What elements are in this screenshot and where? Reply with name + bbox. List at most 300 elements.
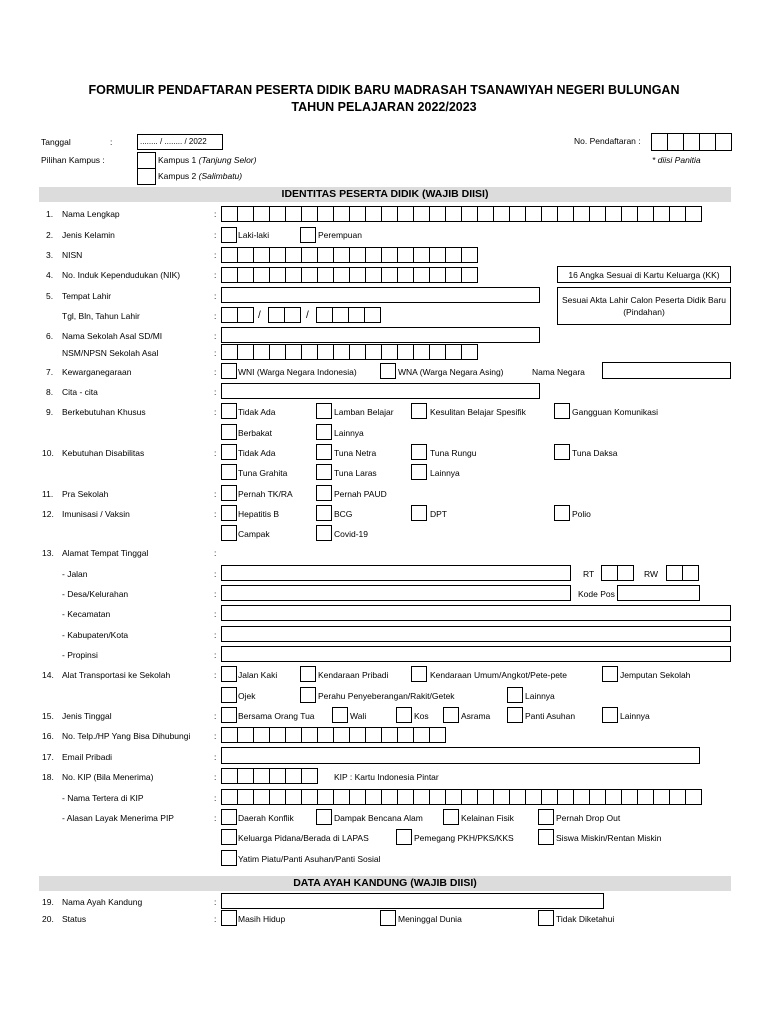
- digit-box[interactable]: [332, 307, 349, 323]
- char-box[interactable]: [333, 344, 350, 360]
- char-box[interactable]: [285, 206, 302, 222]
- nama-tertera-boxes[interactable]: [221, 789, 702, 805]
- digit-box[interactable]: [284, 307, 301, 323]
- digit-box[interactable]: [617, 565, 634, 581]
- laki-laki-checkbox[interactable]: [221, 227, 237, 243]
- char-box[interactable]: [397, 267, 414, 283]
- colon: :: [214, 670, 217, 680]
- option-checkbox[interactable]: [411, 464, 427, 480]
- colon: :: [214, 348, 217, 358]
- char-box[interactable]: [589, 206, 606, 222]
- colon: :: [214, 752, 217, 762]
- field-number: 16.: [42, 731, 54, 741]
- sekolah-asal-field[interactable]: [221, 327, 540, 343]
- field-number: 8.: [46, 387, 54, 397]
- perempuan-label: Perempuan: [318, 230, 362, 240]
- char-box[interactable]: [445, 267, 462, 283]
- kecamatan-field[interactable]: [221, 605, 731, 621]
- char-box[interactable]: [509, 789, 526, 805]
- digit-box[interactable]: [715, 133, 732, 151]
- char-box[interactable]: [509, 206, 526, 222]
- option-label: Kelainan Fisik: [461, 813, 514, 823]
- tanggal-field[interactable]: ........ / ........ / 2022: [137, 134, 223, 150]
- colon: :: [214, 609, 217, 619]
- char-box[interactable]: [397, 727, 414, 743]
- option-label: BCG: [334, 509, 353, 519]
- option-checkbox[interactable]: [221, 687, 237, 703]
- char-box[interactable]: [413, 344, 430, 360]
- field-number: 6.: [46, 331, 54, 341]
- nama-lengkap-label: Nama Lengkap: [62, 209, 120, 219]
- digit-box[interactable]: [666, 565, 683, 581]
- char-box[interactable]: [445, 247, 462, 263]
- char-box[interactable]: [573, 789, 590, 805]
- char-box[interactable]: [317, 247, 334, 263]
- option-label: Wali: [350, 711, 367, 721]
- colon: :: [214, 731, 217, 741]
- char-box[interactable]: [349, 789, 366, 805]
- char-box[interactable]: [365, 206, 382, 222]
- colon: :: [214, 367, 217, 377]
- char-box[interactable]: [429, 206, 446, 222]
- char-box[interactable]: [237, 247, 254, 263]
- option-checkbox[interactable]: [316, 403, 332, 419]
- desa-field[interactable]: [221, 585, 571, 601]
- char-box[interactable]: [381, 267, 398, 283]
- char-box[interactable]: [221, 247, 238, 263]
- colon: :: [214, 711, 217, 721]
- option-checkbox[interactable]: [411, 666, 427, 682]
- digit-box[interactable]: [221, 307, 238, 323]
- char-box[interactable]: [525, 789, 542, 805]
- char-box[interactable]: [269, 727, 286, 743]
- char-box[interactable]: [669, 789, 686, 805]
- telp-boxes[interactable]: [221, 727, 446, 743]
- char-box[interactable]: [477, 789, 494, 805]
- option-checkbox[interactable]: [221, 829, 237, 845]
- option-label: Pernah Drop Out: [556, 813, 621, 823]
- field-number: 2.: [46, 230, 54, 240]
- char-box[interactable]: [557, 206, 574, 222]
- option-checkbox[interactable]: [316, 525, 332, 541]
- char-box[interactable]: [365, 789, 382, 805]
- char-box[interactable]: [349, 727, 366, 743]
- char-box[interactable]: [381, 789, 398, 805]
- option-checkbox[interactable]: [221, 403, 237, 419]
- char-box[interactable]: [285, 727, 302, 743]
- option-checkbox[interactable]: [221, 444, 237, 460]
- option-checkbox[interactable]: [221, 910, 237, 926]
- tempat-lahir-field[interactable]: [221, 287, 540, 303]
- bln-boxes[interactable]: [268, 307, 301, 323]
- thn-boxes[interactable]: [316, 307, 381, 323]
- char-box[interactable]: [285, 267, 302, 283]
- option-label: Hepatitis B: [238, 509, 280, 519]
- char-box[interactable]: [493, 206, 510, 222]
- tempat-lahir-note: Sesuai Akta Lahir Calon Peserta Didik Baru (Pindahan): [557, 287, 731, 325]
- option-label: Daerah Konflik: [238, 813, 294, 823]
- char-box[interactable]: [621, 789, 638, 805]
- option-label: Ojek: [238, 691, 256, 701]
- char-box[interactable]: [413, 247, 430, 263]
- char-box[interactable]: [237, 768, 254, 784]
- char-box[interactable]: [461, 206, 478, 222]
- colon: :: [214, 448, 217, 458]
- char-box[interactable]: [253, 727, 270, 743]
- char-box[interactable]: [253, 206, 270, 222]
- kampus1-checkbox[interactable]: [137, 152, 156, 169]
- char-box[interactable]: [397, 789, 414, 805]
- propinsi-label: - Propinsi: [62, 650, 98, 660]
- field-number: 14.: [42, 670, 54, 680]
- char-box[interactable]: [397, 344, 414, 360]
- char-box[interactable]: [269, 789, 286, 805]
- colon: :: [214, 548, 217, 558]
- char-box[interactable]: [365, 344, 382, 360]
- alasan-pip-label: - Alasan Layak Menerima PIP: [62, 813, 174, 823]
- char-box[interactable]: [413, 206, 430, 222]
- char-box[interactable]: [381, 344, 398, 360]
- char-box[interactable]: [605, 206, 622, 222]
- option-checkbox[interactable]: [396, 829, 412, 845]
- char-box[interactable]: [301, 727, 318, 743]
- option-checkbox[interactable]: [554, 444, 570, 460]
- colon: :: [214, 311, 217, 321]
- option-checkbox[interactable]: [221, 424, 237, 440]
- char-box[interactable]: [285, 768, 302, 784]
- perempuan-checkbox[interactable]: [300, 227, 316, 243]
- char-box[interactable]: [445, 789, 462, 805]
- digit-box[interactable]: [364, 307, 381, 323]
- jalan-label: - Jalan: [62, 569, 88, 579]
- char-box[interactable]: [333, 206, 350, 222]
- char-box[interactable]: [349, 247, 366, 263]
- field-number: 20.: [42, 914, 54, 924]
- char-box[interactable]: [221, 768, 238, 784]
- kip-boxes[interactable]: [221, 768, 318, 784]
- char-box[interactable]: [637, 789, 654, 805]
- field-number: 7.: [46, 367, 54, 377]
- char-box[interactable]: [237, 344, 254, 360]
- tgl-boxes[interactable]: [221, 307, 254, 323]
- digit-box[interactable]: [237, 307, 254, 323]
- option-checkbox[interactable]: [538, 910, 554, 926]
- char-box[interactable]: [269, 206, 286, 222]
- option-checkbox[interactable]: [316, 505, 332, 521]
- char-box[interactable]: [541, 206, 558, 222]
- option-checkbox[interactable]: [396, 707, 412, 723]
- char-box[interactable]: [333, 727, 350, 743]
- option-checkbox[interactable]: [316, 444, 332, 460]
- char-box[interactable]: [381, 206, 398, 222]
- digit-box[interactable]: [348, 307, 365, 323]
- field-number: 10.: [42, 448, 54, 458]
- digit-box[interactable]: [667, 133, 684, 151]
- char-box[interactable]: [669, 206, 686, 222]
- option-checkbox[interactable]: [316, 809, 332, 825]
- field-number: 12.: [42, 509, 54, 519]
- kampus1-label: Kampus 1 (Tanjung Selor): [158, 155, 257, 165]
- npsn-boxes[interactable]: [221, 344, 478, 360]
- char-box[interactable]: [381, 727, 398, 743]
- kode-pos-label: Kode Pos: [578, 589, 615, 599]
- option-label: Berbakat: [238, 428, 273, 438]
- char-box[interactable]: [317, 727, 334, 743]
- tgl-lahir-label: Tgl, Bln, Tahun Lahir: [62, 311, 140, 321]
- field-number: 9.: [46, 407, 54, 417]
- field-number: 19.: [42, 897, 54, 907]
- char-box[interactable]: [317, 344, 334, 360]
- option-checkbox[interactable]: [538, 809, 554, 825]
- option-checkbox[interactable]: [602, 707, 618, 723]
- char-box[interactable]: [429, 267, 446, 283]
- option-label: Perahu Penyeberangan/Rakit/Getek: [318, 691, 455, 701]
- wna-label: WNA (Warga Negara Asing): [398, 367, 504, 377]
- cita-cita-field[interactable]: [221, 383, 540, 399]
- wni-checkbox[interactable]: [221, 363, 237, 379]
- option-label: Kendaraan Pribadi: [318, 670, 389, 680]
- nama-tertera-label: - Nama Tertera di KIP: [62, 793, 144, 803]
- char-box[interactable]: [557, 789, 574, 805]
- colon: :: [214, 897, 217, 907]
- char-box[interactable]: [381, 247, 398, 263]
- option-checkbox[interactable]: [221, 505, 237, 521]
- char-box[interactable]: [317, 267, 334, 283]
- alamat-label: Alamat Tempat Tinggal: [62, 548, 149, 558]
- desa-label: - Desa/Kelurahan: [62, 589, 129, 599]
- nama-ayah-field[interactable]: [221, 893, 604, 909]
- char-box[interactable]: [429, 247, 446, 263]
- propinsi-field[interactable]: [221, 646, 731, 662]
- char-box[interactable]: [237, 267, 254, 283]
- char-box[interactable]: [413, 267, 430, 283]
- option-checkbox[interactable]: [443, 809, 459, 825]
- char-box[interactable]: [237, 206, 254, 222]
- colon: :: [214, 407, 217, 417]
- char-box[interactable]: [493, 789, 510, 805]
- form-title: FORMULIR PENDAFTARAN PESERTA DIDIK BARU MADRASAH TSANAWIYAH NEGERI BULUNGAN: [88, 83, 680, 97]
- option-checkbox[interactable]: [221, 666, 237, 682]
- colon: :: [214, 793, 217, 803]
- nisn-boxes[interactable]: [221, 247, 478, 263]
- option-checkbox[interactable]: [221, 809, 237, 825]
- digit-box[interactable]: [268, 307, 285, 323]
- char-box[interactable]: [365, 247, 382, 263]
- char-box[interactable]: [429, 727, 446, 743]
- digit-box[interactable]: [316, 307, 333, 323]
- option-checkbox[interactable]: [411, 505, 427, 521]
- section-ayah-title: DATA AYAH KANDUNG (WAJIB DIISI): [39, 876, 731, 891]
- char-box[interactable]: [349, 267, 366, 283]
- char-box[interactable]: [349, 206, 366, 222]
- char-box[interactable]: [285, 789, 302, 805]
- char-box[interactable]: [317, 789, 334, 805]
- char-box[interactable]: [461, 344, 478, 360]
- char-box[interactable]: [221, 789, 238, 805]
- char-box[interactable]: [253, 789, 270, 805]
- option-checkbox[interactable]: [411, 403, 427, 419]
- option-checkbox[interactable]: [411, 444, 427, 460]
- nama-negara-field[interactable]: [602, 362, 731, 379]
- char-box[interactable]: [221, 206, 238, 222]
- char-box[interactable]: [269, 247, 286, 263]
- colon: :: [214, 509, 217, 519]
- char-box[interactable]: [477, 206, 494, 222]
- option-label: Tuna Netra: [334, 448, 377, 458]
- char-box[interactable]: [253, 768, 270, 784]
- char-box[interactable]: [429, 789, 446, 805]
- option-label: Tidak Ada: [238, 407, 276, 417]
- jenis-tinggal-label: Jenis Tinggal: [62, 711, 112, 721]
- kampus2-checkbox[interactable]: [137, 168, 156, 185]
- kode-pos-field[interactable]: [617, 585, 700, 601]
- char-box[interactable]: [605, 789, 622, 805]
- field-number: 11.: [42, 489, 54, 499]
- char-box[interactable]: [301, 247, 318, 263]
- option-label: Tidak Ada: [238, 448, 276, 458]
- option-label: Jalan Kaki: [238, 670, 278, 680]
- option-label: Tuna Daksa: [572, 448, 618, 458]
- option-checkbox[interactable]: [221, 464, 237, 480]
- date-slash: /: [306, 310, 309, 321]
- email-field[interactable]: [221, 747, 700, 764]
- digit-box[interactable]: [682, 565, 699, 581]
- char-box[interactable]: [301, 267, 318, 283]
- nama-lengkap-boxes[interactable]: [221, 206, 702, 222]
- tanggal-label: Tanggal: [41, 137, 71, 147]
- char-box[interactable]: [685, 789, 702, 805]
- option-checkbox[interactable]: [221, 485, 237, 501]
- transportasi-label: Alat Transportasi ke Sekolah: [62, 670, 171, 680]
- char-box[interactable]: [221, 727, 238, 743]
- char-box[interactable]: [301, 768, 318, 784]
- char-box[interactable]: [333, 789, 350, 805]
- char-box[interactable]: [253, 344, 270, 360]
- option-checkbox[interactable]: [221, 525, 237, 541]
- char-box[interactable]: [269, 267, 286, 283]
- char-box[interactable]: [365, 267, 382, 283]
- option-checkbox[interactable]: [538, 829, 554, 845]
- option-checkbox[interactable]: [443, 707, 459, 723]
- option-checkbox[interactable]: [602, 666, 618, 682]
- rw-boxes[interactable]: [666, 565, 699, 581]
- char-box[interactable]: [317, 206, 334, 222]
- option-checkbox[interactable]: [316, 464, 332, 480]
- email-label: Email Pribadi: [62, 752, 113, 762]
- char-box[interactable]: [269, 344, 286, 360]
- char-box[interactable]: [461, 789, 478, 805]
- status-ayah-label: Status: [62, 914, 87, 924]
- option-label: Yatim Piatu/Panti Asuhan/Panti Sosial: [238, 854, 381, 864]
- colon: :: [214, 489, 217, 499]
- option-checkbox[interactable]: [507, 687, 523, 703]
- option-checkbox[interactable]: [380, 910, 396, 926]
- char-box[interactable]: [461, 267, 478, 283]
- char-box[interactable]: [237, 727, 254, 743]
- option-checkbox[interactable]: [316, 424, 332, 440]
- char-box[interactable]: [365, 727, 382, 743]
- imunisasi-label: Imunisasi / Vaksin: [62, 509, 130, 519]
- char-box[interactable]: [685, 206, 702, 222]
- char-box[interactable]: [269, 768, 286, 784]
- option-checkbox[interactable]: [221, 850, 237, 866]
- field-number: 15.: [42, 711, 54, 721]
- char-box[interactable]: [653, 206, 670, 222]
- digit-box[interactable]: [699, 133, 716, 151]
- char-box[interactable]: [397, 247, 414, 263]
- option-label: Dampak Bencana Alam: [334, 813, 423, 823]
- colon: :: [110, 137, 113, 147]
- option-label: Tuna Laras: [334, 468, 377, 478]
- char-box[interactable]: [301, 344, 318, 360]
- field-number: 18.: [42, 772, 54, 782]
- option-checkbox[interactable]: [332, 707, 348, 723]
- option-checkbox[interactable]: [554, 403, 570, 419]
- char-box[interactable]: [333, 267, 350, 283]
- char-box[interactable]: [525, 206, 542, 222]
- option-checkbox[interactable]: [300, 666, 316, 682]
- nama-ayah-label: Nama Ayah Kandung: [62, 897, 143, 907]
- kabupaten-field[interactable]: [221, 626, 731, 642]
- char-box[interactable]: [285, 247, 302, 263]
- char-box[interactable]: [573, 206, 590, 222]
- digit-box[interactable]: [601, 565, 618, 581]
- char-box[interactable]: [301, 206, 318, 222]
- char-box[interactable]: [445, 344, 462, 360]
- option-checkbox[interactable]: [300, 687, 316, 703]
- kip-label: No. KIP (Bila Menerima): [62, 772, 154, 782]
- char-box[interactable]: [621, 206, 638, 222]
- colon: :: [214, 569, 217, 579]
- char-box[interactable]: [333, 247, 350, 263]
- option-checkbox[interactable]: [316, 485, 332, 501]
- char-box[interactable]: [541, 789, 558, 805]
- jalan-field[interactable]: [221, 565, 571, 581]
- char-box[interactable]: [589, 789, 606, 805]
- colon: :: [214, 270, 217, 280]
- rt-boxes[interactable]: [601, 565, 634, 581]
- option-checkbox[interactable]: [507, 707, 523, 723]
- wna-checkbox[interactable]: [380, 363, 396, 379]
- digit-box[interactable]: [683, 133, 700, 151]
- char-box[interactable]: [253, 247, 270, 263]
- char-box[interactable]: [413, 727, 430, 743]
- char-box[interactable]: [397, 206, 414, 222]
- char-box[interactable]: [253, 267, 270, 283]
- kecamatan-label: - Kecamatan: [62, 609, 111, 619]
- char-box[interactable]: [653, 789, 670, 805]
- digit-box[interactable]: [651, 133, 668, 151]
- option-checkbox[interactable]: [221, 707, 237, 723]
- char-box[interactable]: [221, 344, 238, 360]
- char-box[interactable]: [637, 206, 654, 222]
- char-box[interactable]: [349, 344, 366, 360]
- option-checkbox[interactable]: [554, 505, 570, 521]
- nik-boxes[interactable]: [221, 267, 478, 283]
- char-box[interactable]: [301, 789, 318, 805]
- char-box[interactable]: [285, 344, 302, 360]
- char-box[interactable]: [221, 267, 238, 283]
- char-box[interactable]: [237, 789, 254, 805]
- char-box[interactable]: [413, 789, 430, 805]
- char-box[interactable]: [461, 247, 478, 263]
- section-identitas-title: IDENTITAS PESERTA DIDIK (WAJIB DIISI): [39, 187, 731, 202]
- option-label: Jemputan Sekolah: [620, 670, 691, 680]
- char-box[interactable]: [429, 344, 446, 360]
- no-pendaftaran-boxes[interactable]: [651, 133, 732, 151]
- laki-laki-label: Laki-laki: [238, 230, 270, 240]
- char-box[interactable]: [445, 206, 462, 222]
